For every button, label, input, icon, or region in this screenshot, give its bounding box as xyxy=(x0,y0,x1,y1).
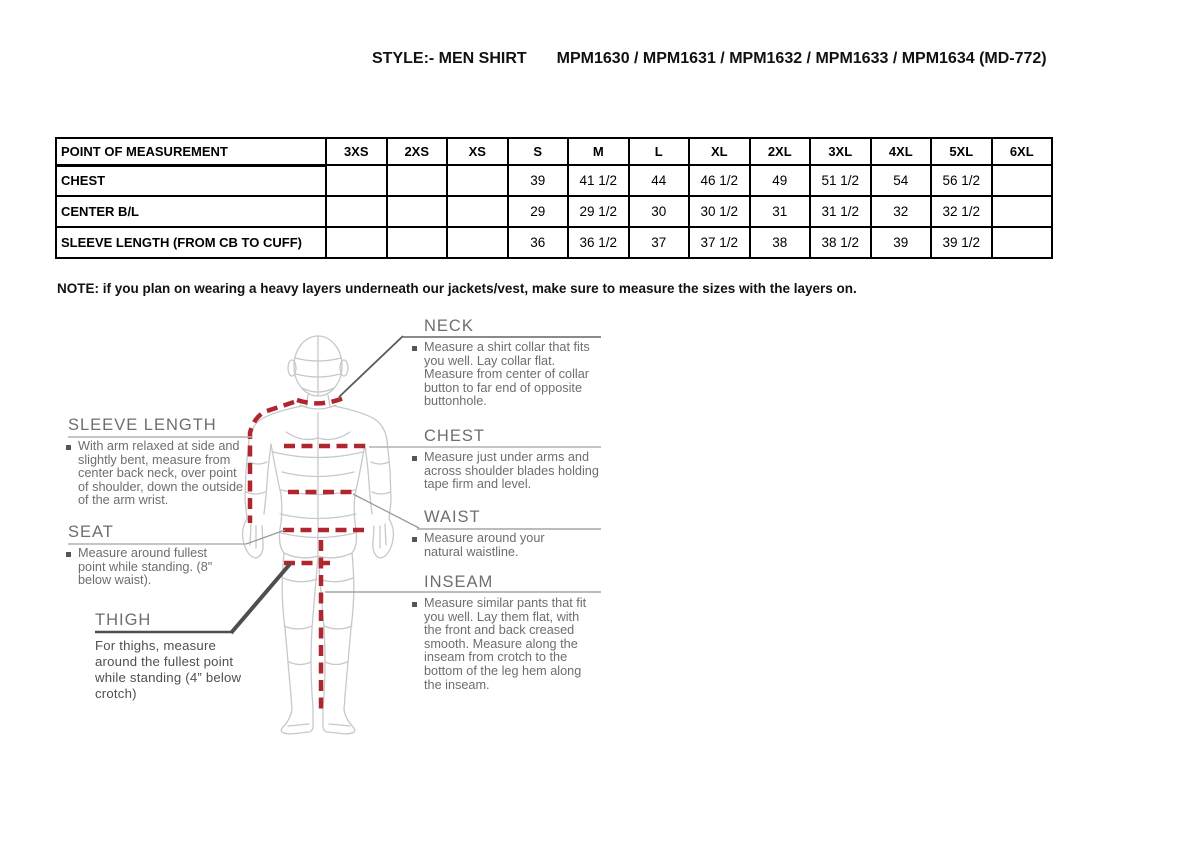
size-cell: 37 xyxy=(629,227,690,258)
size-cell: 51 1/2 xyxy=(810,165,871,196)
col-header: M xyxy=(568,138,629,165)
size-cell: 56 1/2 xyxy=(931,165,992,196)
size-cell: 54 xyxy=(871,165,932,196)
layers-note: NOTE: if you plan on wearing a heavy layers underneath our jackets/vest, make sure to measure the sizes with the layers on. xyxy=(57,281,857,296)
size-cell: 39 xyxy=(871,227,932,258)
size-cell: 29 1/2 xyxy=(568,196,629,227)
col-header: 5XL xyxy=(931,138,992,165)
guide-heading-thigh: THIGH xyxy=(95,611,152,629)
guide-heading-waist: WAIST xyxy=(424,508,481,526)
style-codes: MPM1630 / MPM1631 / MPM1632 / MPM1633 / MPM1634 (MD-772) xyxy=(556,50,1047,67)
waist-connector-line xyxy=(353,494,419,528)
bullet-icon xyxy=(412,537,417,542)
guide-heading-sleeve-length: SLEEVE LENGTH xyxy=(68,416,217,434)
bullet-icon xyxy=(412,602,417,607)
row-label: CENTER B/L xyxy=(56,196,326,227)
thigh-connector-line xyxy=(231,564,290,633)
guide-text-waist: Measure around your natural waistline. xyxy=(424,531,545,559)
size-cell: 36 1/2 xyxy=(568,227,629,258)
size-cell: 46 1/2 xyxy=(689,165,750,196)
body-figure-icon xyxy=(243,336,394,734)
col-header: 3XL xyxy=(810,138,871,165)
bullet-icon xyxy=(66,445,71,450)
size-cell: 39 1/2 xyxy=(931,227,992,258)
guide-text-chest: Measure just under arms and across shoulder blades holding tape firm and level. xyxy=(424,450,599,492)
size-cell: 39 xyxy=(508,165,569,196)
collar-measure-line xyxy=(297,397,346,403)
size-cell: 49 xyxy=(750,165,811,196)
guide-heading-chest: CHEST xyxy=(424,427,485,445)
size-cell: 41 1/2 xyxy=(568,165,629,196)
size-cell: 38 xyxy=(750,227,811,258)
size-cell: 38 1/2 xyxy=(810,227,871,258)
col-header: L xyxy=(629,138,690,165)
size-cell: 32 xyxy=(871,196,932,227)
row-label: SLEEVE LENGTH (FROM CB TO CUFF) xyxy=(56,227,326,258)
size-cell: 30 xyxy=(629,196,690,227)
guide-text-seat: Measure around fullest point while standing. (8" below waist). xyxy=(78,546,213,588)
col-header: S xyxy=(508,138,569,165)
bullet-icon xyxy=(412,346,417,351)
row-label: CHEST xyxy=(56,165,326,196)
size-cell: 32 1/2 xyxy=(931,196,992,227)
size-cell: 31 1/2 xyxy=(810,196,871,227)
col-header: XS xyxy=(447,138,508,165)
col-header: 6XL xyxy=(992,138,1053,165)
col-header: 2XL xyxy=(750,138,811,165)
size-cell: 44 xyxy=(629,165,690,196)
neck-connector-line xyxy=(339,336,403,397)
guide-heading-neck: NECK xyxy=(424,317,474,335)
guide-text-neck: Measure a shirt collar that fits you well. Lay collar flat. Measure from center of collar button to far end of opposite buttonhole. xyxy=(424,340,590,409)
col-header: 3XS xyxy=(326,138,387,165)
bullet-icon xyxy=(412,456,417,461)
guide-text-thigh: For thighs, measure around the fullest point while standing (4” below crotch) xyxy=(95,638,242,701)
guide-text-inseam: Measure similar pants that fit you well. Lay them flat, with the front and back creased smooth. Measure along the inseam from crotch to the bottom of the leg hem along the inseam. xyxy=(424,596,587,692)
size-cell: 30 1/2 xyxy=(689,196,750,227)
guide-text-sleeve-length: With arm relaxed at side and slightly bent, measure from center back neck, over point of shoulder, down the outside of the arm wrist. xyxy=(78,439,244,508)
size-cell: 37 1/2 xyxy=(689,227,750,258)
col-header: 4XL xyxy=(871,138,932,165)
guide-heading-seat: SEAT xyxy=(68,523,114,541)
size-cell: 36 xyxy=(508,227,569,258)
sleeve-measure-line xyxy=(250,402,294,523)
size-cell: 29 xyxy=(508,196,569,227)
col-header: 2XS xyxy=(387,138,448,165)
style-label: STYLE:- MEN SHIRT xyxy=(372,50,527,67)
col-header: XL xyxy=(689,138,750,165)
guide-heading-inseam: INSEAM xyxy=(424,573,494,591)
col-header: POINT OF MEASUREMENT xyxy=(56,138,326,165)
bullet-icon xyxy=(66,552,71,557)
size-cell: 31 xyxy=(750,196,811,227)
